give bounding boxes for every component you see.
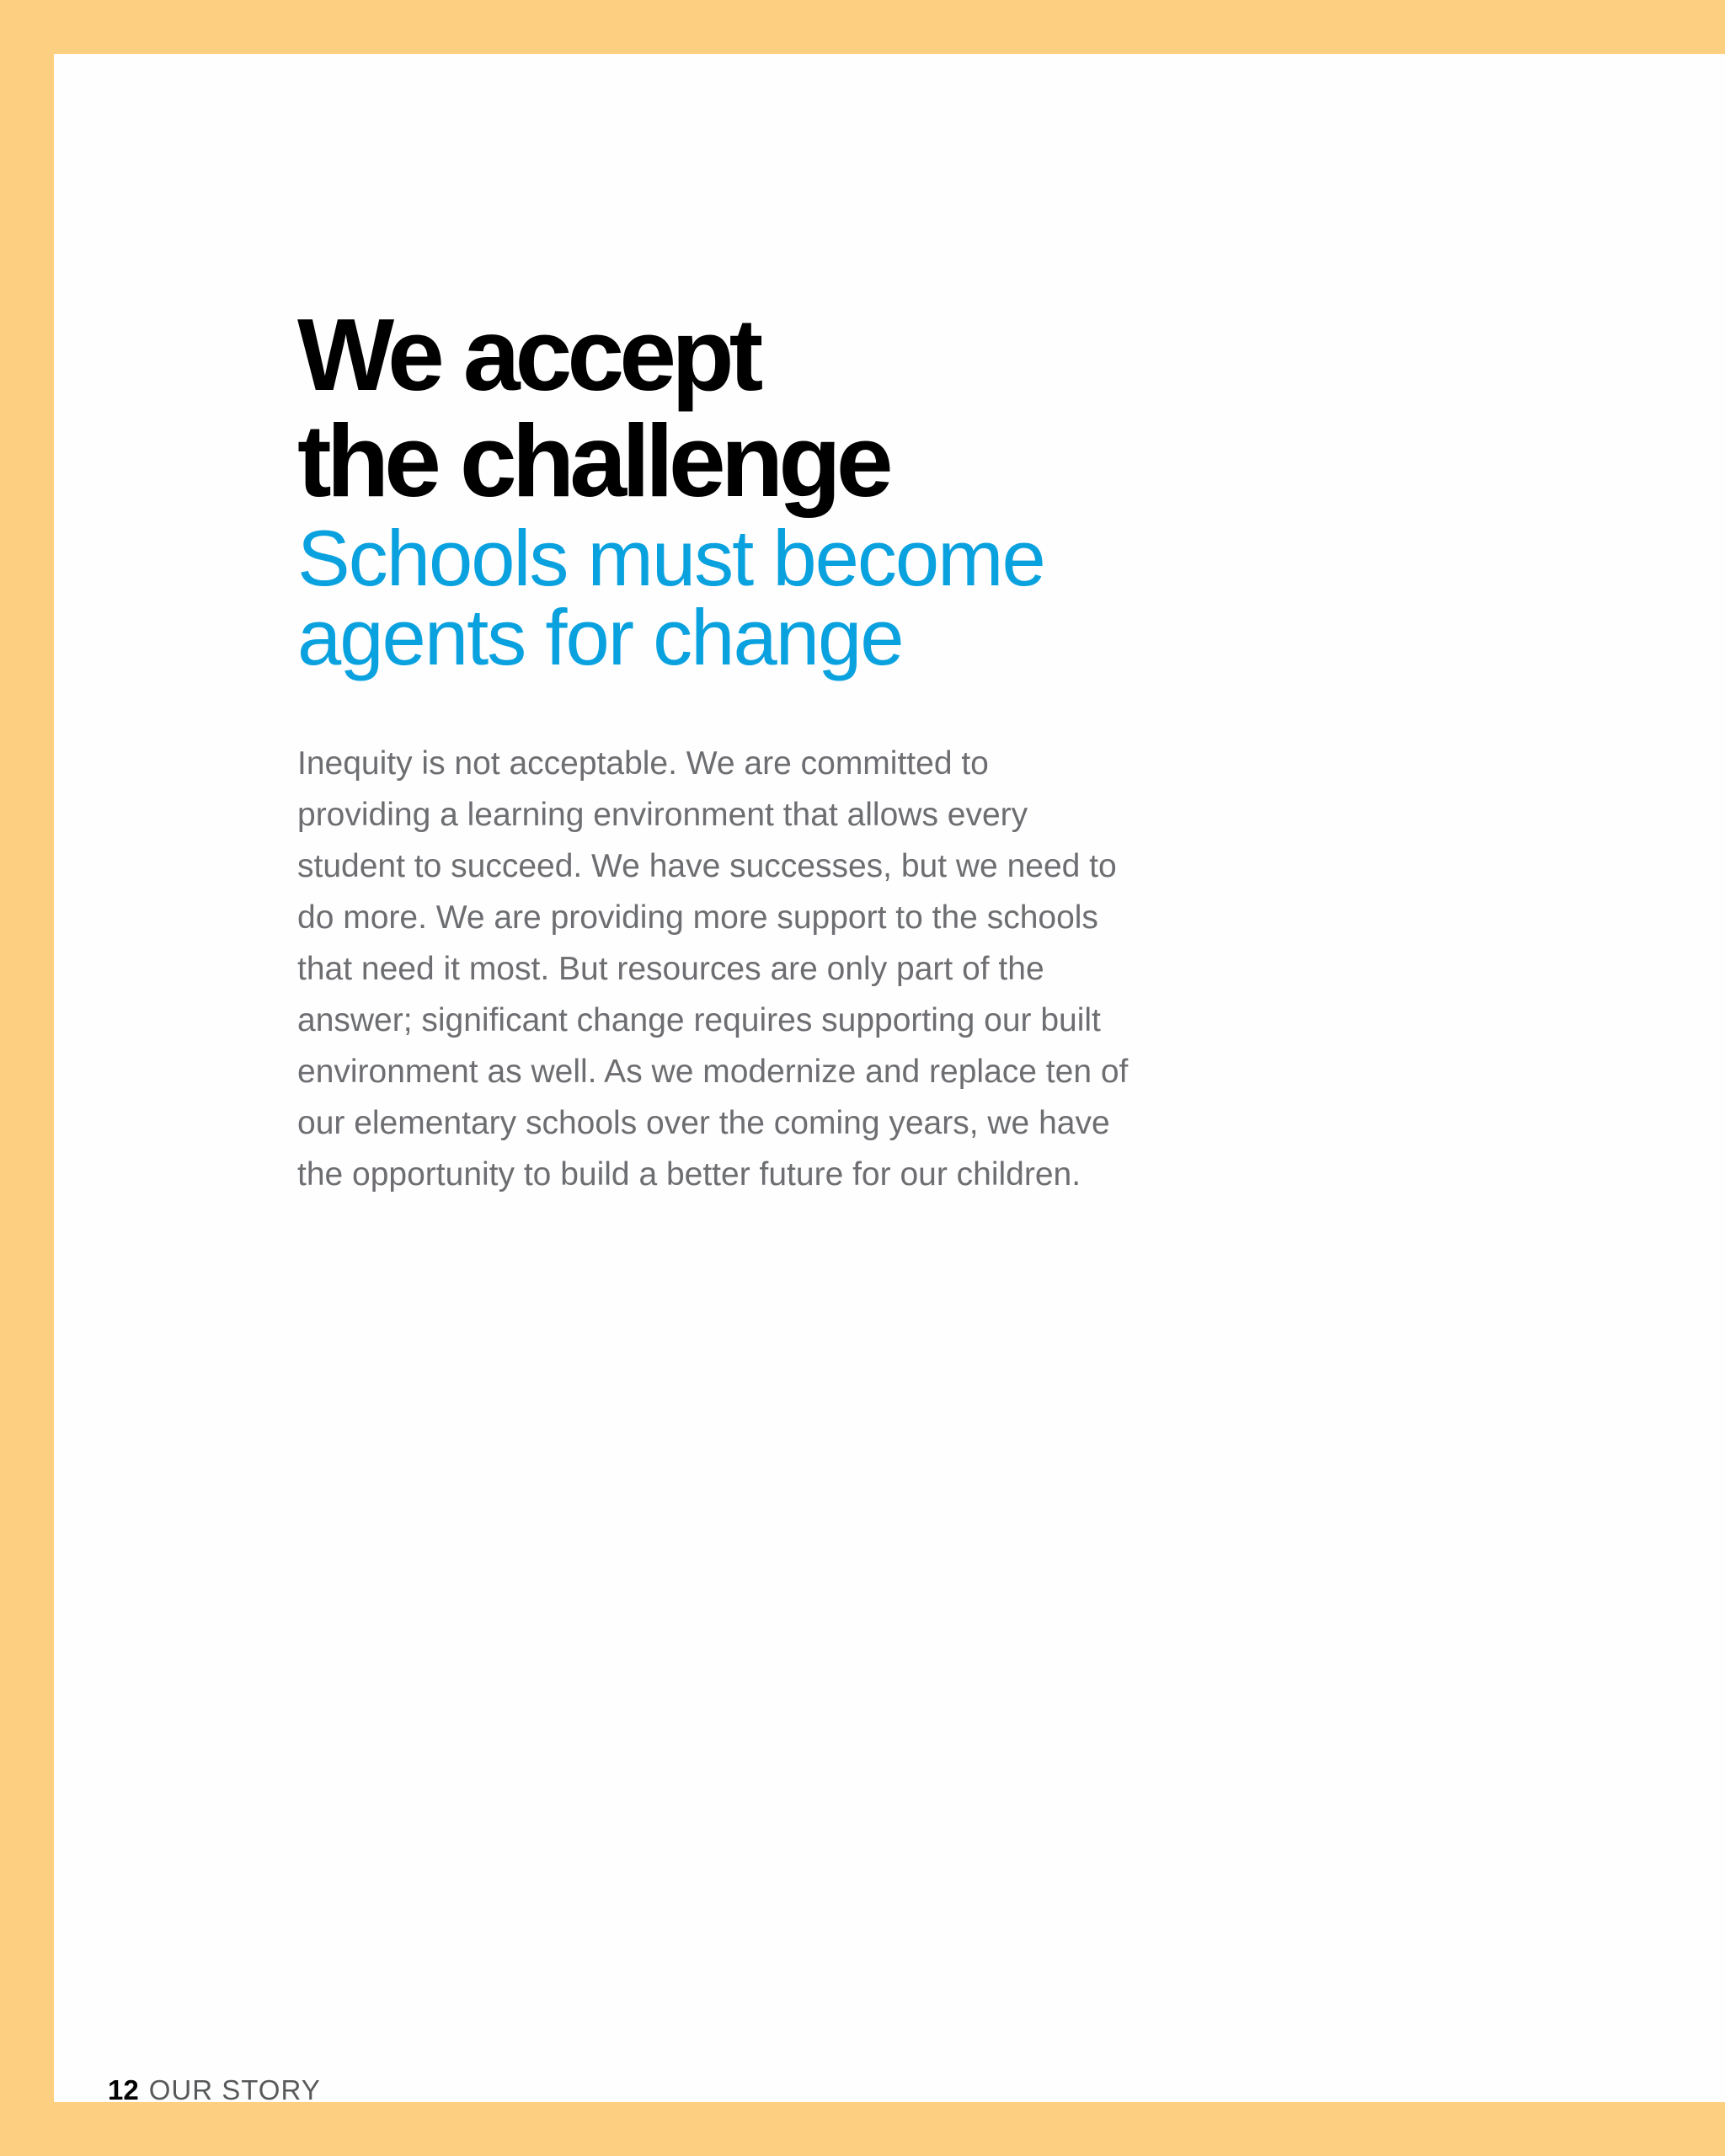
body-line: environment as well. As we modernize and replace ten of <box>297 1054 1129 1090</box>
subheadline-line: Schools must become <box>297 514 1044 602</box>
section-label: OUR STORY <box>148 2074 321 2105</box>
page-footer <box>108 2073 321 2107</box>
headline <box>297 297 1308 518</box>
body-line: student to succeed. We have successes, but we need to <box>297 848 1117 884</box>
body-line: our elementary schools over the coming years, we have <box>297 1105 1110 1141</box>
subheadline-line: agents for change <box>297 593 903 681</box>
subheadline <box>297 514 1308 681</box>
headline-line: the challenge <box>297 403 889 518</box>
article-content <box>297 297 1308 1200</box>
body-line: do more. We are providing more support to the schools <box>297 899 1098 936</box>
body-line: Inequity is not acceptable. We are committed to <box>297 745 989 782</box>
body-line: answer; significant change requires supporting our built <box>297 1002 1101 1038</box>
page-number: 12 <box>108 2074 139 2105</box>
body-line: that need it most. But resources are only part of the <box>297 951 1044 987</box>
body-line: providing a learning environment that allows every <box>297 797 1028 833</box>
body-paragraph <box>297 738 1241 1200</box>
body-line: the opportunity to build a better future for our children. <box>297 1156 1081 1193</box>
headline-line: We accept <box>297 297 759 412</box>
page-sheet <box>54 54 1725 2105</box>
